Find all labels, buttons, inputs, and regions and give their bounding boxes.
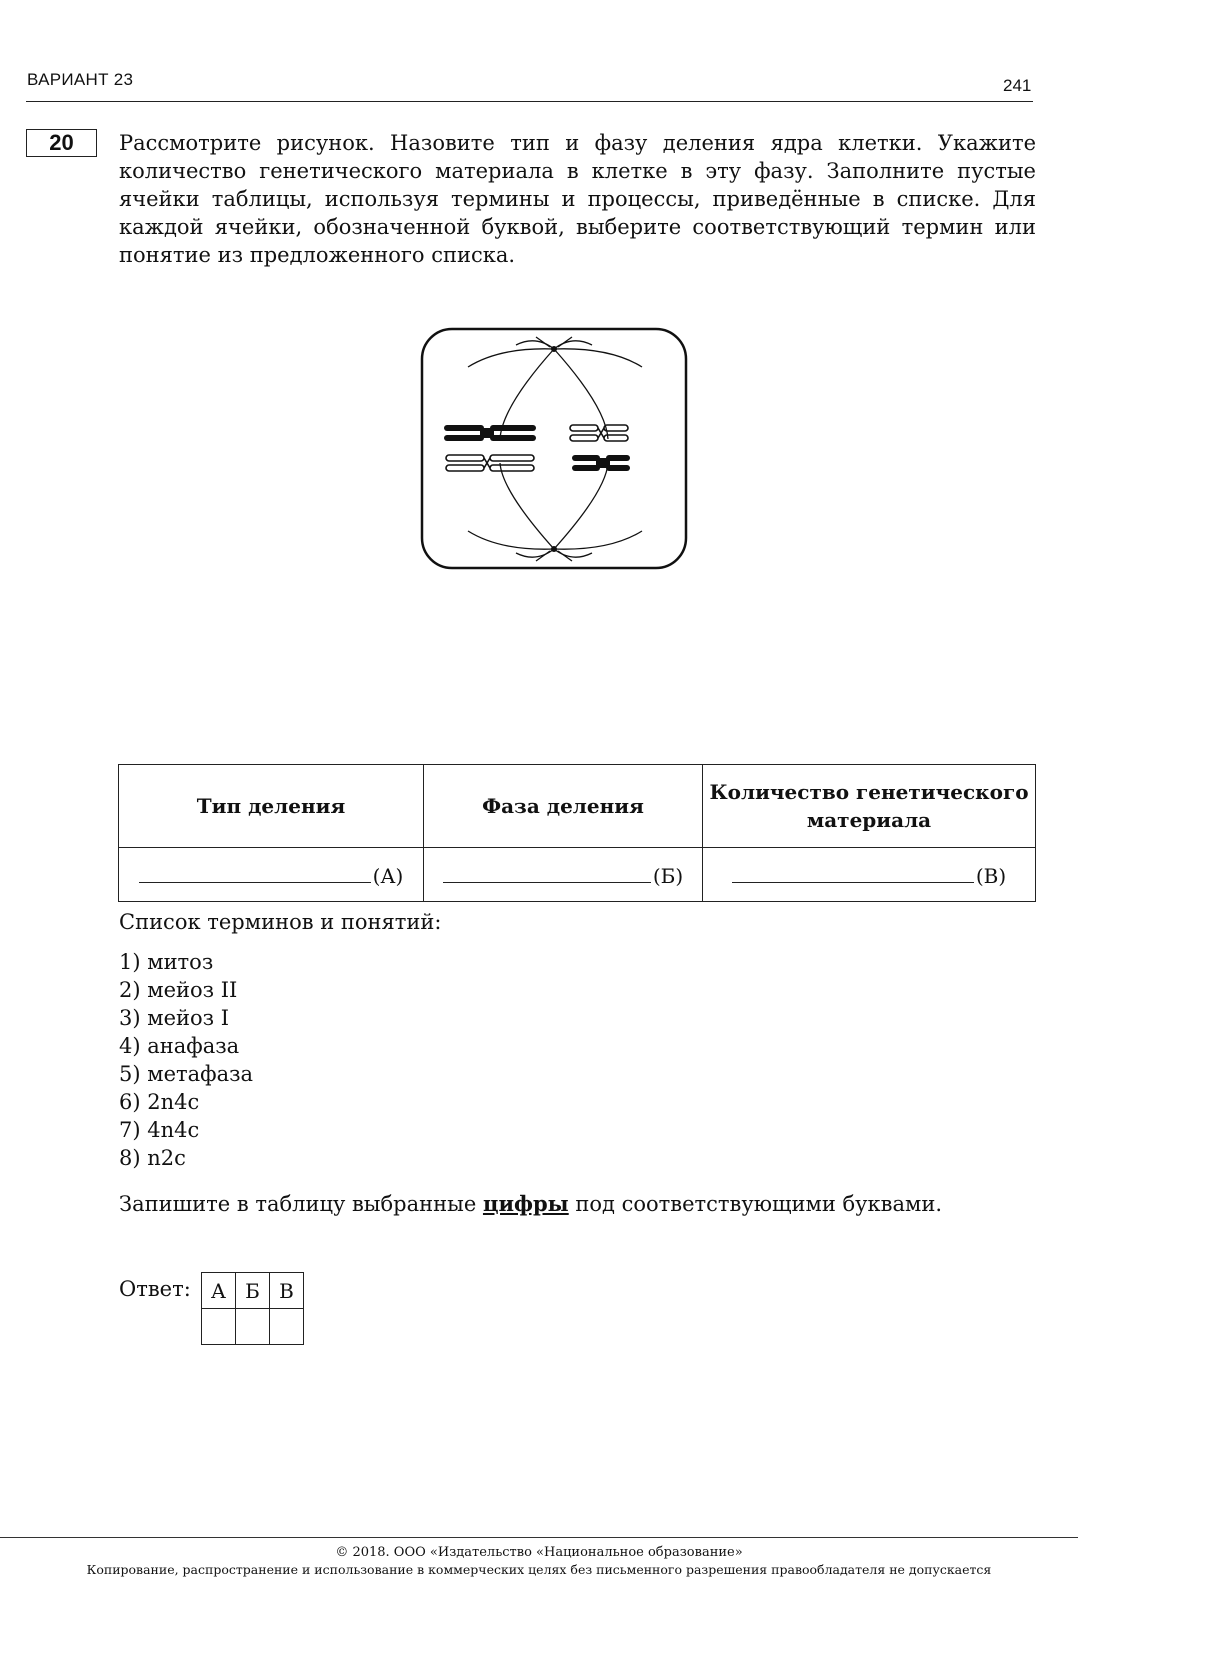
answer-letter-a: А (202, 1273, 236, 1309)
header-division-phase: Фаза деления (424, 765, 703, 848)
cell-c[interactable] (703, 848, 1036, 902)
footer-notice: Копирование, распространение и использование в коммерческих целях без письменного разрешения правообладателя не допускается (86, 1562, 992, 1577)
list-item: 3) мейоз I (119, 1006, 230, 1030)
terms-list (119, 948, 253, 1172)
list-item: 7) 4n4c (119, 1118, 200, 1142)
list-item: 4) анафаза (119, 1034, 240, 1058)
classification-table (118, 764, 1036, 902)
header-genetic-material: Количество генетического материала (703, 765, 1036, 848)
answer-letter-b: Б (236, 1273, 270, 1309)
cell-b-label: (Б) (652, 863, 684, 888)
cell-c-label: (В) (975, 863, 1007, 888)
task-statement: Рассмотрите рисунок. Назовите тип и фазу деления ядра клетки. Укажите количество генетического материала в клетке в эту фазу. Заполните пустые ячейки таблицы, используя термины и процессы, приведённые в списке. Для каждой ячейки, обозначенной буквой, выберите соответствующий термин или понятие из предложенного списка. (119, 131, 1036, 267)
page-number: 241 (1003, 76, 1032, 95)
answer-input-c[interactable] (270, 1309, 304, 1345)
footer-copyright: © 2018. ООО «Издательство «Национальное образование» (335, 1545, 743, 1560)
list-item: 5) метафаза (119, 1062, 254, 1086)
header-divider (26, 101, 1033, 102)
list-item: 8) n2c (119, 1146, 186, 1170)
footer-divider (0, 1537, 1078, 1538)
list-item: 2) мейоз II (119, 978, 238, 1002)
answer-input-b[interactable] (236, 1309, 270, 1345)
answer-values-row (202, 1309, 304, 1345)
chromosome-dark-right (572, 455, 630, 471)
task-number-box: 20 (26, 129, 97, 157)
instruction-text (119, 1191, 942, 1216)
list-item: 6) 2n4c (119, 1090, 200, 1114)
list-item: 1) митоз (119, 950, 214, 974)
answer-letters-row (202, 1273, 304, 1309)
chromosome-dark-left (444, 425, 536, 441)
variant-label: ВАРИАНТ 23 (27, 70, 134, 89)
answer-input-a[interactable] (202, 1309, 236, 1345)
chromosome-light-right (570, 425, 628, 441)
instruction-after: под соответствующими буквами. (568, 1192, 943, 1216)
header-division-type: Тип деления (119, 765, 424, 848)
cell-a-label: (А) (372, 863, 404, 888)
cell-division-diagram-icon (420, 327, 688, 570)
answer-label: Ответ: (119, 1277, 191, 1301)
chromosome-light-left (446, 455, 534, 471)
cell-a[interactable] (119, 848, 424, 902)
terms-heading: Список терминов и понятий: (119, 910, 442, 934)
answer-letter-c: В (270, 1273, 304, 1309)
instruction-before: Запишите в таблицу выбранные (119, 1192, 483, 1216)
table-header-row (119, 765, 1036, 848)
cell-b[interactable] (424, 848, 703, 902)
table-row (119, 848, 1036, 902)
instruction-emphasis: цифры (482, 1191, 569, 1216)
answer-grid (201, 1272, 304, 1345)
